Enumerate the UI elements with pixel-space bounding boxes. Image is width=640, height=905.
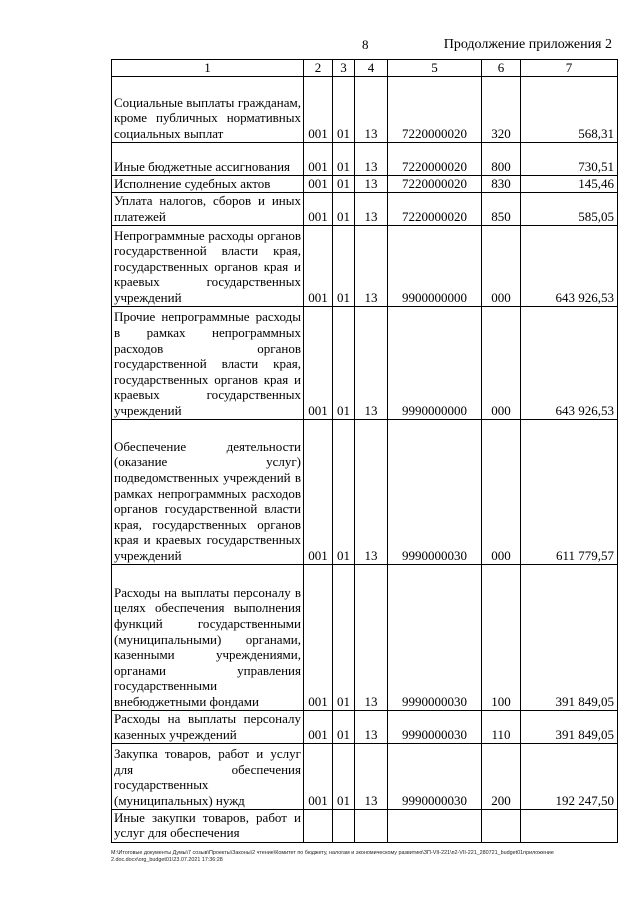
row-name: Прочие непрограммные расходы в рамках непрограммных расходов органов государственной власти края, государственных органов края и краевых государственных учреждений: [112, 306, 304, 419]
row-name: Закупка товаров, работ и услуг для обеспечения государственных (муниципальных) нужд: [112, 743, 304, 809]
table-row: [112, 743, 618, 809]
cell-c5: 9990000000: [388, 306, 482, 419]
cell-c2: 001: [304, 225, 333, 306]
cell-c4: 13: [355, 76, 388, 142]
cell-c4: [355, 809, 388, 842]
file-path-footer: M:\Итоговые документы Думы\7 созыв\Проекты\Законы\2 чтение\Комитет по бюджету, налогам и экономическому развитию\ЗП-VII-221\п2-VII-221_280721_budget01приложение 2.doc.docx\org_budget01\23.07.2021 17:36:28: [111, 850, 554, 863]
cell-amount: 391 849,05: [521, 710, 618, 743]
column-number: 5: [388, 60, 482, 77]
cell-c2: [304, 809, 333, 842]
cell-amount: 391 849,05: [521, 564, 618, 710]
column-number-row: [112, 60, 618, 77]
row-name: Обеспечение деятельности (оказание услуг) подведомственных учреждений в рамках непрограммных расходов органов государственной власти края, государственных органов края и краевых государственных учреждений: [112, 419, 304, 564]
cell-c3: 01: [333, 142, 355, 175]
row-name: Расходы на выплаты персоналу казенных учреждений: [112, 710, 304, 743]
cell-c5: 7220000020: [388, 76, 482, 142]
row-name: Непрограммные расходы органов государственной власти края, государственных органов края и краевых государственных учреждений: [112, 225, 304, 306]
table-row: [112, 175, 618, 192]
cell-c4: 13: [355, 564, 388, 710]
cell-c3: 01: [333, 564, 355, 710]
cell-c6: [482, 809, 521, 842]
column-number: 6: [482, 60, 521, 77]
cell-c6: 000: [482, 306, 521, 419]
budget-table: [111, 59, 618, 843]
cell-c3: 01: [333, 419, 355, 564]
cell-c5: 9990000030: [388, 564, 482, 710]
table-row: [112, 142, 618, 175]
cell-c6: 200: [482, 743, 521, 809]
cell-c3: 01: [333, 76, 355, 142]
column-number: 1: [112, 60, 304, 77]
cell-c2: 001: [304, 76, 333, 142]
row-name: Расходы на выплаты персоналу в целях обеспечения выполнения функций государственными (муниципальными) органами, казенными учреждениями, органами управления государственными внебюджетными фондами: [112, 564, 304, 710]
cell-c5: 9990000030: [388, 710, 482, 743]
cell-c4: 13: [355, 419, 388, 564]
cell-c6: 320: [482, 76, 521, 142]
cell-c2: 001: [304, 743, 333, 809]
table-row: [112, 809, 618, 842]
cell-c2: 001: [304, 175, 333, 192]
cell-c6: 830: [482, 175, 521, 192]
column-number: 3: [333, 60, 355, 77]
column-number: 2: [304, 60, 333, 77]
cell-c4: 13: [355, 142, 388, 175]
table-row: [112, 306, 618, 419]
cell-c4: 13: [355, 192, 388, 225]
cell-c5: 7220000020: [388, 142, 482, 175]
cell-c6: 110: [482, 710, 521, 743]
cell-c3: [333, 809, 355, 842]
cell-amount: 192 247,50: [521, 743, 618, 809]
cell-c2: 001: [304, 306, 333, 419]
row-name: Иные закупки товаров, работ и услуг для обеспечения: [112, 809, 304, 842]
page-number: 8: [362, 37, 369, 52]
cell-c3: 01: [333, 175, 355, 192]
cell-c3: 01: [333, 225, 355, 306]
cell-c5: 7220000020: [388, 192, 482, 225]
cell-c5: [388, 809, 482, 842]
table-row: [112, 564, 618, 710]
cell-amount: 730,51: [521, 142, 618, 175]
cell-c5: 7220000020: [388, 175, 482, 192]
cell-c2: 001: [304, 142, 333, 175]
cell-c2: 001: [304, 192, 333, 225]
row-name: Иные бюджетные ассигнования: [112, 142, 304, 175]
cell-c4: 13: [355, 306, 388, 419]
cell-amount: [521, 809, 618, 842]
cell-c2: 001: [304, 419, 333, 564]
cell-c6: 000: [482, 225, 521, 306]
cell-c4: 13: [355, 710, 388, 743]
cell-c5: 9990000030: [388, 419, 482, 564]
appendix-title: Продолжение приложения 2: [443, 37, 612, 52]
cell-c4: 13: [355, 175, 388, 192]
row-name: Социальные выплаты гражданам, кроме публичных нормативных социальных выплат: [112, 76, 304, 142]
cell-amount: 643 926,53: [521, 225, 618, 306]
table-row: [112, 419, 618, 564]
table-row: [112, 192, 618, 225]
row-name: Уплата налогов, сборов и иных платежей: [112, 192, 304, 225]
cell-c6: 000: [482, 419, 521, 564]
column-number: 7: [521, 60, 618, 77]
table-row: [112, 710, 618, 743]
cell-c5: 9900000000: [388, 225, 482, 306]
cell-c3: 01: [333, 743, 355, 809]
cell-c4: 13: [355, 743, 388, 809]
cell-c2: 001: [304, 564, 333, 710]
cell-c4: 13: [355, 225, 388, 306]
cell-amount: 611 779,57: [521, 419, 618, 564]
row-name: Исполнение судебных актов: [112, 175, 304, 192]
cell-c5: 9990000030: [388, 743, 482, 809]
cell-c6: 850: [482, 192, 521, 225]
cell-c6: 800: [482, 142, 521, 175]
cell-c6: 100: [482, 564, 521, 710]
column-number: 4: [355, 60, 388, 77]
table-row: [112, 76, 618, 142]
cell-c3: 01: [333, 710, 355, 743]
cell-amount: 145,46: [521, 175, 618, 192]
cell-amount: 643 926,53: [521, 306, 618, 419]
cell-amount: 568,31: [521, 76, 618, 142]
cell-c2: 001: [304, 710, 333, 743]
cell-c3: 01: [333, 192, 355, 225]
table-row: [112, 225, 618, 306]
cell-amount: 585,05: [521, 192, 618, 225]
cell-c3: 01: [333, 306, 355, 419]
